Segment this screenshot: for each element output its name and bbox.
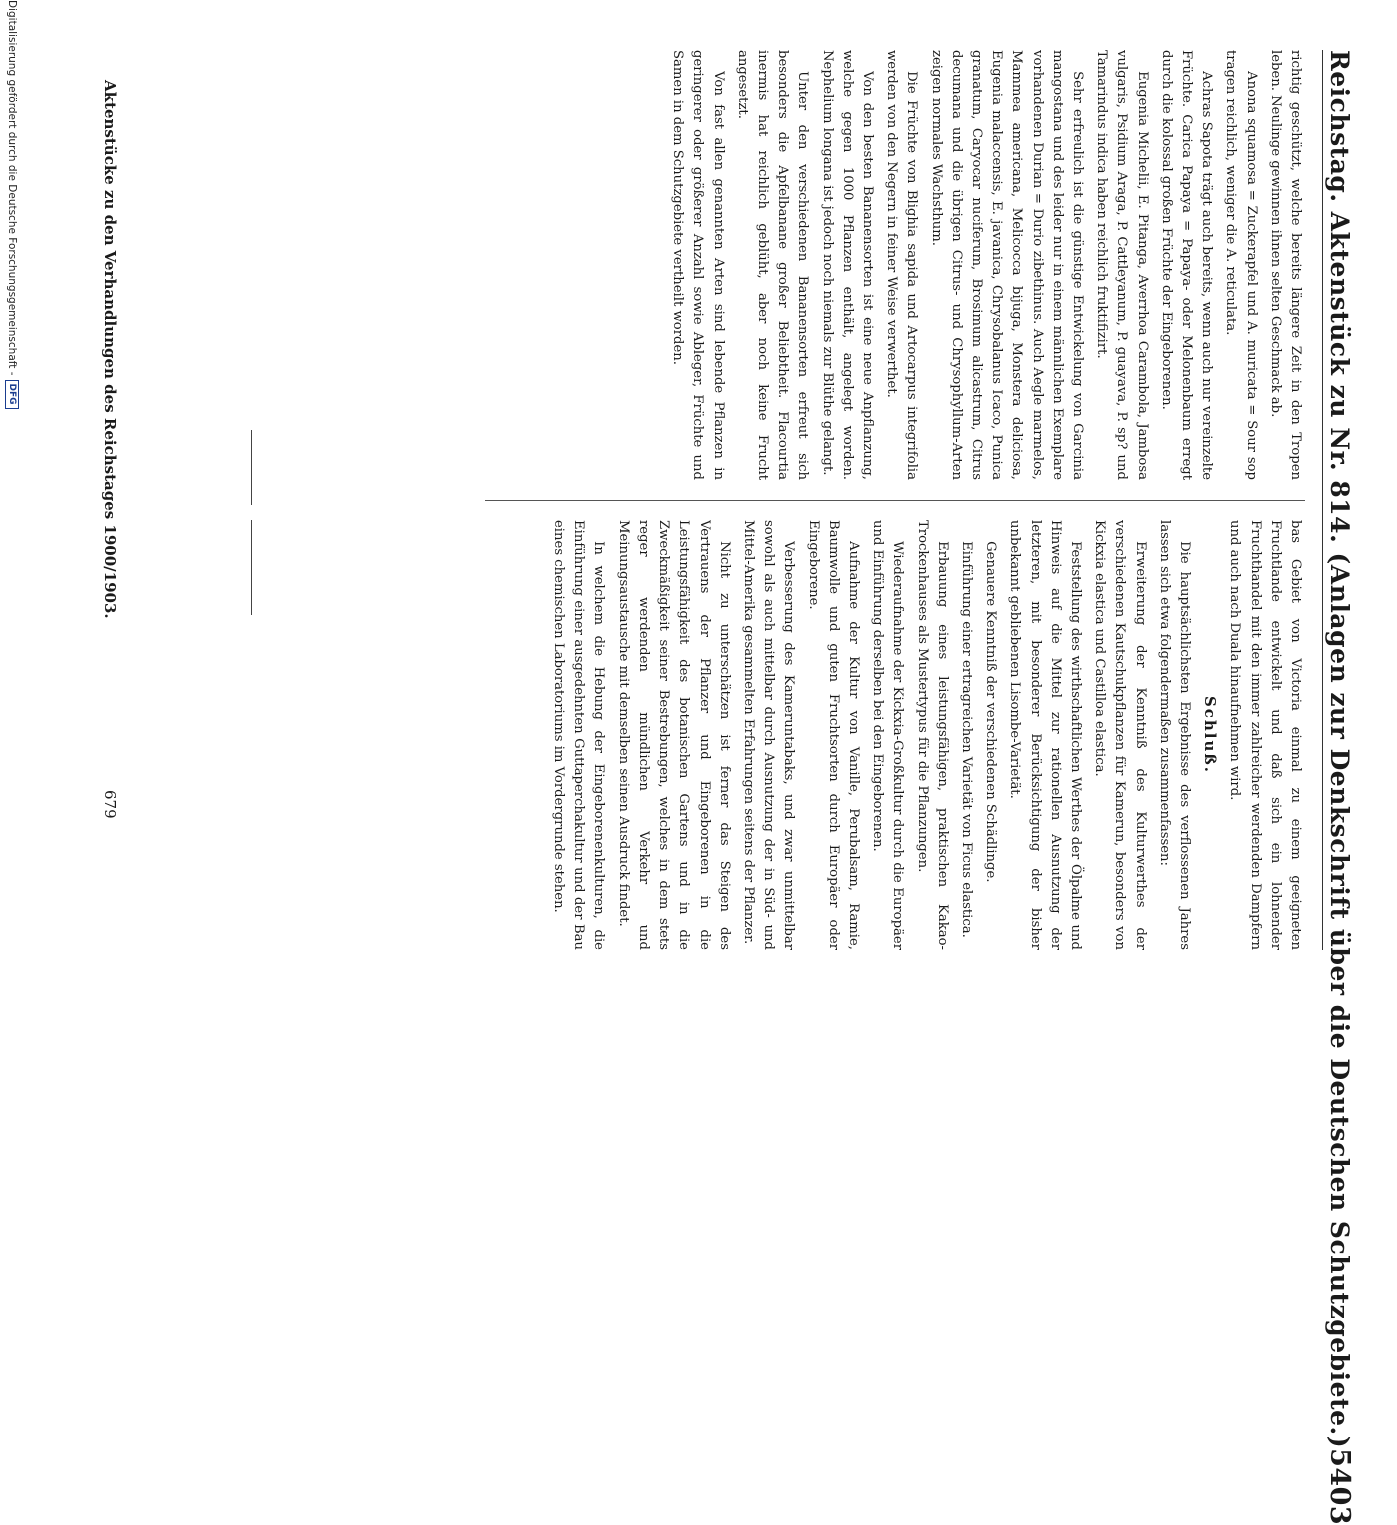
paragraph: Sehr erfreulich ist die günstige Entwickelung von Garcinia mangostana und des leider nur in einem männlichen Exemplare vorhandenen Durian = Durio zibethinus. Auch Aegle marmelos, Mammea americana, Melicocca bijuga, Monstera deliciosa, Eugenia malaccensis, E. javanica, Chrysobalanus Icaco, Punica granatum, Caryocar nuciferum, Brosimum alicastrum, Citrus decumana und die übrigen Citrus- und Chrysophyllum-Arten zeigen normales Wachsthum. [928,50,1085,480]
left-column [465,50,1305,480]
paragraph: Einführung einer ertragreichen Varietät von Ficus elastica. [958,541,974,938]
paragraph: Erbauung eines leistungsfähigen, praktischen Kakao-Trockenhauses als Mustertypus für die Pflanzungen. [914,520,950,950]
paragraph: In welchem die Hebung der Eingeborenenkulturen, die Einführung einer ausgedehnten Guttaperchakultur und der Bau eines chemischen Laboratoriums im Vordergrunde stehen. [551,520,607,950]
page-number: 5403 [1324,1448,1356,1525]
column-divider [485,500,1305,501]
paragraph: richtig geschützt, welche bereits längere Zeit in den Tropen leben. Neulinge gewinnen ihnen selten Geschmack ab. [1267,50,1303,480]
paragraph: Die Früchte von Blighia sapida und Artocarpus integrifolia werden von den Negern in feiner Weise verwerthet. [884,50,920,480]
header-title: Reichstag. Aktenstück zu Nr. 814. (Anlagen zur Denkschrift über die Deutschen Schutzgebiete.) [1325,50,1355,1449]
paragraph: Anona squamosa = Zuckerapfel und A. muricata = Sour sop tragen reichlich, weniger die A. reticulata. [1223,50,1259,480]
paragraph: Aufnahme der Kultur von Vanille, Perubalsam, Ramie, Baumwolle und guten Fruchtsorten durch Europäer oder Eingeborene. [805,520,861,950]
paragraph: Eugenia Michelii, E. Pitanga, Averrhoa Carambola, Jambosa vulgaris, Psidium Araga, P. Cattleyanum, P. guayava, P. sp? und Tamarindus indica haben reichlich fruktifizirt. [1094,50,1150,480]
paragraph: Feststellung des wirthschaftlichen Werthes der Ölpalme und Hinweis auf die Mittel zur rationellen Ausnutzung der letzteren, mit besonderer Berücksichtigung der bisher unbekannt gebliebenen Lisombe-Varietät. [1007,520,1083,950]
paragraph: Verbesserung des Kameruntabaks, und zwar unmittelbar sowohl als auch mittelbar durch Ausnutzung der in Süd- und Mittel-Amerika gesammelten Erfahrungen seitens der Pflanzer. [740,520,797,950]
digitization-credit [3,0,21,1000]
paragraph: Nicht zu unterschätzen ist ferner das Steigen des Vertrauens der Pflanzer und Eingeborenen in die Leistungsfähigkeit des botanischen Gartens und in die Zweckmäßigkeit seiner Bestrebungen, welches in dem stets reger werdenden mündlichen Verkehr und Meinungsaustausche mit demselben seinen Ausdruck findet. [615,520,732,950]
footer-page-number: 679 [101,790,119,819]
paragraph: Unter den verschiedenen Bananensorten erfreut sich besonders die Apfelbanane großer Beliebtheit. Flacourtia inermis hat reichlich geblüht, aber noch keine Frucht angesetzt. [734,50,811,480]
credit-text: Digitalisierung gefördert durch die Deutsche Forschungsgemeinschaft - [6,0,18,376]
paragraph: Genauere Kenntniß der verschiedenen Schädlinge. [983,541,999,883]
end-rule [251,520,252,615]
paragraph: Achras Sapota trägt auch bereits, wenn auch nur vereinzelte Früchte. Carica Papaya = Papaya- oder Melonenbaum erregt durch die kolossal großen Früchte der Eingeborenen. [1158,50,1215,480]
paragraph: Die hauptsächlichsten Ergebnisse des verflossenen Jahres lassen sich etwa folgendermaßen zusammenfassen: [1156,520,1192,950]
paragraph: Erweiterung der Kenntniß des Kulturwerthes der verschiedenen Kautschukpflanzen für Kamerun, besonders von Kickxia elastica und Castilloa elastica. [1092,520,1148,950]
footer-source: Aktenstücke zu den Verhandlungen des Reichstages 1900/1903. [101,80,119,619]
dfg-logo: DFG [5,380,19,409]
paragraph: Von fast allen genannten Arten sind lebende Pflanzen in geringerer oder größerer Anzahl sowie Ableger, Früchte und Samen in dem Schutzgebiete vertheilt worden. [670,50,726,480]
end-rule [251,430,252,505]
paragraph: Wiederaufnahme der Kickxia-Großkultur durch die Europäer und Einführung derselben bei den Eingeborenen. [870,520,906,950]
right-column [465,520,1305,950]
running-header [1322,50,1357,1525]
paragraph: Von den besten Bananensorten ist eine neue Anpflanzung, welche gegen 1000 Pflanzen enthält, angelegt worden. Nephelium longana ist jedoch noch niemals zur Blüthe gelangt. [819,50,875,480]
section-heading: Schluß. [1201,695,1220,775]
paragraph: bas Gebiet von Victoria einmal zu einem geeigneten Fruchtlande entwickelt und daß sich ein lohnender Fruchthandel mit den immer zahlreicher werdenden Dampfern und auch nach Duala hinaufnehmen wird. [1227,520,1303,950]
